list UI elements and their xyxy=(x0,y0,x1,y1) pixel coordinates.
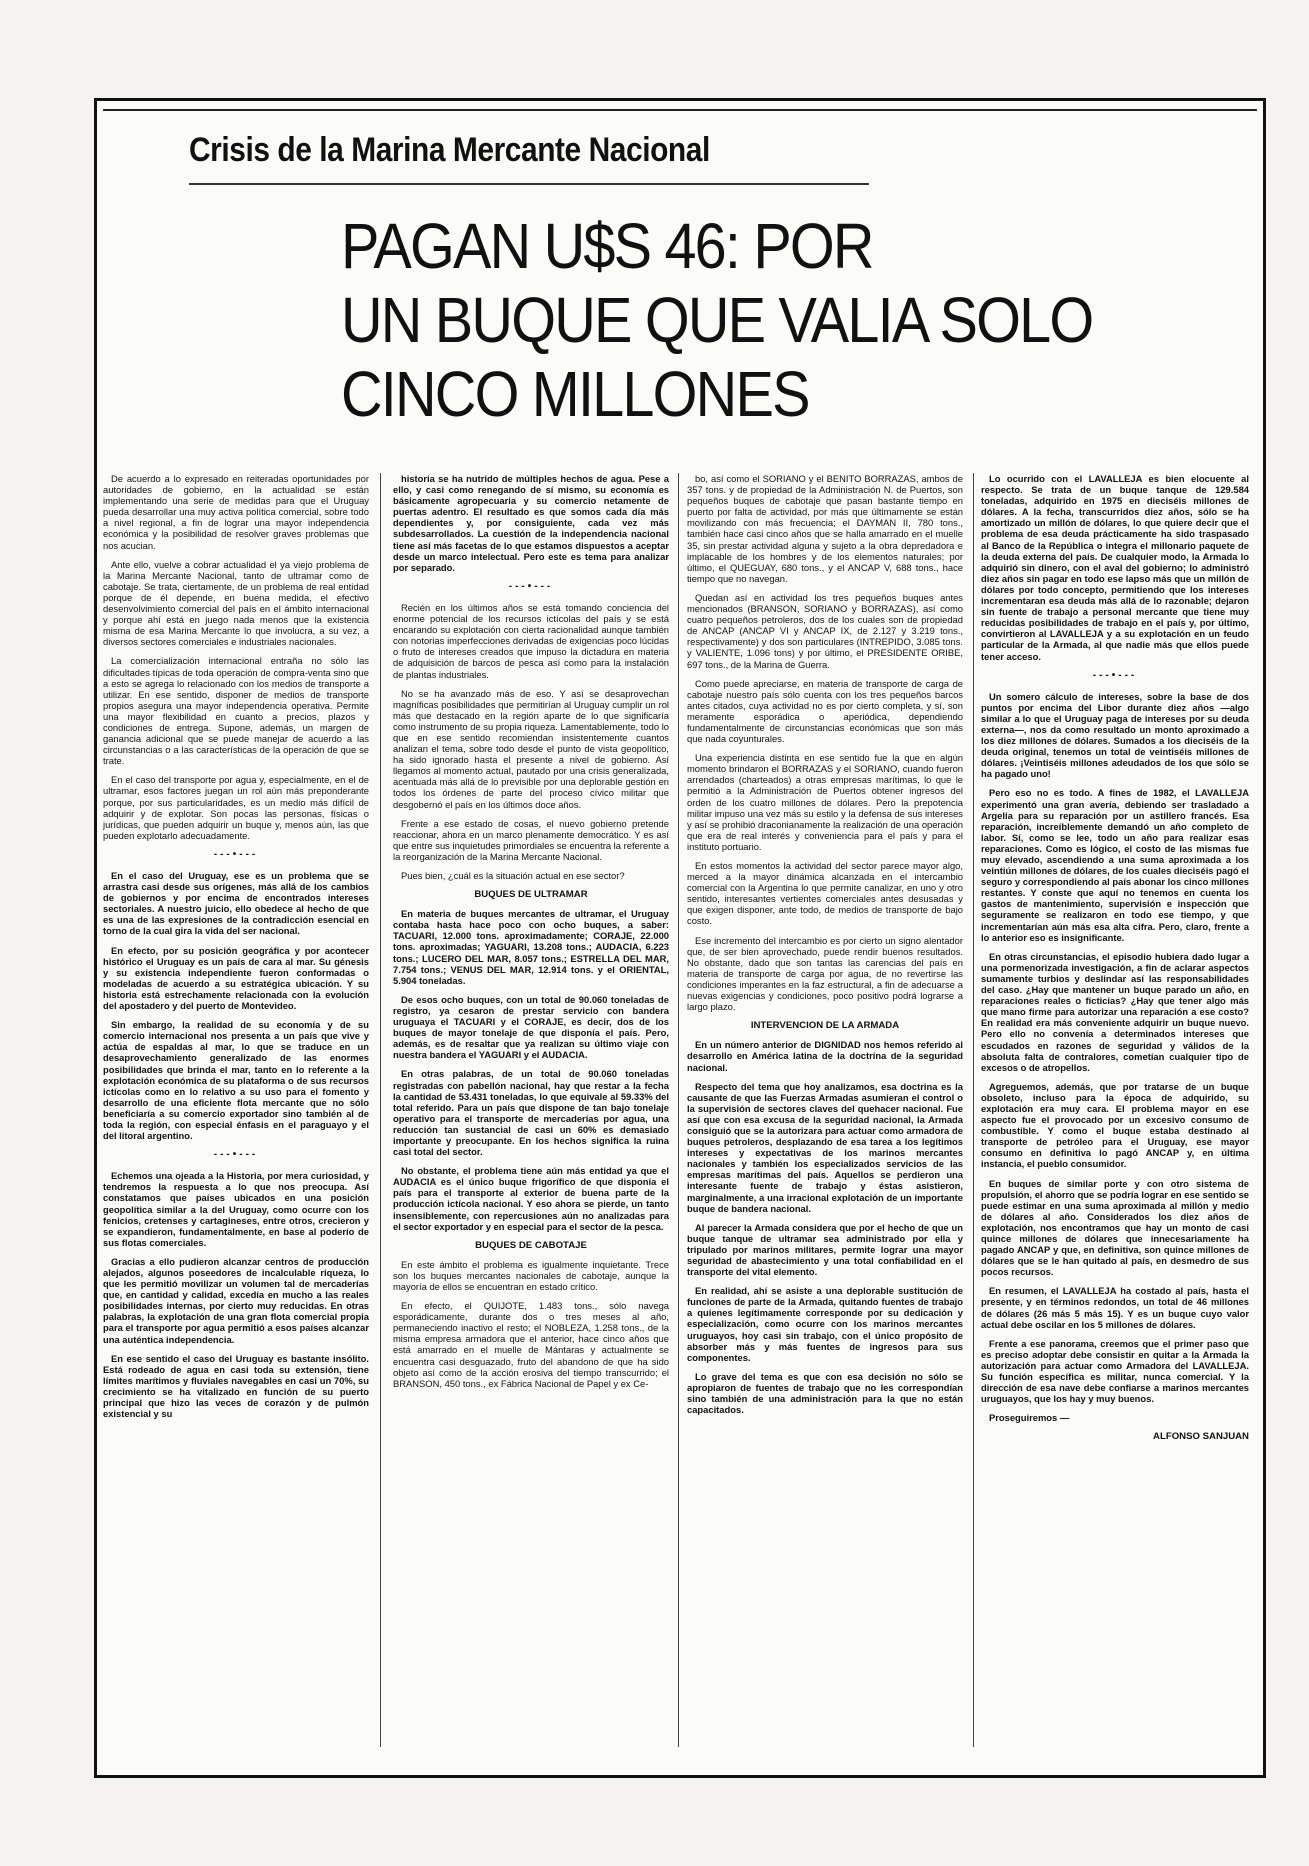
paragraph: Agreguemos, además, que por tratarse de un buque obsoleto, incluso para la época de adquirido, su explotación era muy cara. El problema mayor en ese aspecto fue el provocado por un excesivo consumo de combustible. Y como el buque estaba destinado al transporte de petróleo para el Uruguay, ese mayor consumo en definitiva lo pagó ANCAP y, en última instancia, el pueblo consumidor. xyxy=(981,1080,1249,1170)
paragraph: Ante ello, vuelve a cobrar actualidad el ya viejo problema de la Marina Mercante Nacional, tanto de ultramar como de cabotaje. Se trata, ciertamente, de un problema de real entidad porque de él depende, en buena medida, el efectivo desenvolvimiento comercial del país en el ámbito internacional y porque ahí está en juego nada menos que la existencia misma de esa Marina Mercante lo que involucra, a su vez, a diversos sectores comerciales e industriales nacionales. xyxy=(103,558,369,648)
separator: ---•--- xyxy=(213,1149,259,1161)
paragraph: En el caso del transporte por agua y, especialmente, en el de ultramar, esos factores juegan un rol aún más preponderante porque, por sus particularidades, es un medio más difícil de adquirir y de explotar. Son pocas las personas, físicas o jurídicas, que pueden adquirir un buque y, menos aún, las que pueden explotarlo adecuadamente. xyxy=(103,774,369,841)
paragraph: Sin embargo, la realidad de su economía y de su comercio internacional nos presenta a un país que vive y actúa de espaldas al mar, lo que se traduce en un desaprovechamiento generalizado de las enormes posibilidades que brinda el mar, tanto en lo referente a la explotación económica de su plataforma o de sus recursos ictícolas como en lo relativo a su uso para el fomento y desarrollo de una eficiente flota mercante que no sólo beneficiaría a su comercio exportador sino también al de toda la región, con especial énfasis en el paraguayo y el del litoral argentino. xyxy=(103,1019,369,1142)
kicker-underline xyxy=(189,183,869,185)
column-divider xyxy=(973,473,974,1747)
column-divider xyxy=(380,473,381,1747)
paragraph: En realidad, ahí se asiste a una deplorable sustitución de funciones de parte de la Armada, quitando fuentes de trabajo a quienes legítimamente corresponde por su dedicación y especialización, como ocurre con los marinos mercantes uruguayos, hoy casi sin trabajo, con el único propósito de absorber más y más fuentes de ingresos para sus componentes. xyxy=(687,1285,963,1363)
paragraph: La comercialización internacional entraña no sólo las dificultades típicas de toda operación de compra-venta sino que a esto se agrega lo relacionado con los medios de transporte a utilizar. En ese sentido, disponer de medios de transporte propios asegura una mayor independencia operativa. Permite una mayor flexibilidad en cuanto a precios, plazos y condiciones de entrega. Supone, además, un margen de ganancia adicional que se puede manejar de acuerdo a las circunstancias o a las características de la operación de que se trate. xyxy=(103,655,369,767)
paragraph: Echemos una ojeada a la Historia, por mera curiosidad, y tendremos la respuesta a lo que nos preocupa. Así constatamos que países ubicados en una posición geopolítica similar a la del Uruguay, como ocurre con los fenicios, cretenses y cartagineses, entre otros, crecieron y se expandieron, fundamentalmente, en base al poderío de sus flotas comerciales. xyxy=(103,1170,369,1248)
headline-line: CINCO MILLONES xyxy=(341,358,809,430)
paragraph: Gracias a ello pudieron alcanzar centros de producción alejados, algunos poseedores de incalculable riqueza, lo que les permitió movilizar un volumen tal de mercaderías que, en cantidad y calidad, excedía en mucho a las reales posibilidades internas, por cierto muy reducidas. En otras palabras, la explotación de una gran flota comercial propia para el transporte por agua permitió a esos países alcanzar una auténtica independencia. xyxy=(103,1255,369,1345)
paragraph: Pues bien, ¿cuál es la situación actual en ese sector? xyxy=(401,870,625,881)
headline-line: PAGAN U$S 46: POR xyxy=(341,210,873,282)
paragraph: Al parecer la Armada considera que por el hecho de que un buque tanque de ultramar sea administrado por ella y tripulado por marinos militares, permite lograr una mayor seguridad de abastecimiento y una total confiabilidad en el transporte del vital elemento. xyxy=(687,1221,963,1278)
paragraph: Respecto del tema que hoy analizamos, esa doctrina es la causante de que las Fuerzas Armadas asumieran el control o la supervisión de sectores claves del quehacer nacional. Fue así que con esa excusa de la seguridad nacional, la Armada consiguió que se la autorizara para actuar como armadora de buques petroleros, desplazando de esa tarea a los legítimos intereses y expectativas de los marinos mercantes nacionales y también los especializados servicios de las empresas marítimas del país. Aquellos se perdieron una interesante fuente de trabajo y éstas asistieron, marginalmente, a una irracional explotación de un importante buque de bandera nacional. xyxy=(687,1080,963,1214)
separator: ---•--- xyxy=(508,580,554,592)
paragraph: Frente a ese estado de cosas, el nuevo gobierno pretende reaccionar, ahora en un marco plenamente democrático. Y es así que entre sus inquietudes primordiales se encuentra la referente a la reorganización de la Marina Mercante Nacional. xyxy=(393,817,669,862)
author-signature: ALFONSO SANJUAN xyxy=(1153,1431,1249,1443)
paragraph: En efecto, por su posición geográfica y por acontecer histórico el Uruguay es un país de cara al mar. Su génesis y su existencia independiente fueron conformadas o modeladas de acuerdo a su estratégica ubicación. Y su historia está estrechamente relacionada con la evolución del apostadero y del puerto de Montevideo. xyxy=(103,944,369,1012)
paragraph: En otras circunstancias, el episodio hubiera dado lugar a una pormenorizada investigación, a fin de aclarar aspectos sumamente turbios y deslindar así las responsabilidades del caso. ¿Hay que mantener un buque parado un año, en reparaciones reales o ficticias? ¿Hay que tener algo más que mano firme para autorizar una reparación a ese costo? En realidad era más conveniente adquirir un buque nuevo. Pero ello no convenía a determinados intereses que escudados en razones de seguridad y válidos de la absoluta falta de contralores, cometían cualquier tipo de excesos o de atropellos. xyxy=(981,950,1249,1073)
column-3 xyxy=(687,473,963,1747)
paragraph: No obstante, el problema tiene aún más entidad ya que el AUDACIA es el único buque frigorífico de que disponía el país para el transporte al exterior de buena parte de la producción ictícola nacional. Y eso ahora se pierde, un tanto insensiblemente, con repercusiones aún no analizadas para el sector exportador y en especial para el sector de la pesca. xyxy=(393,1165,669,1232)
subheading-ultramar: BUQUES DE ULTRAMAR xyxy=(474,889,588,901)
paragraph: Frente a ese panorama, creemos que el primer paso que es preciso adoptar debe consistir en quitar a la Armada la autorización para actuar como Armadora del LAVALLEJA. Su función específica es militar, nunca comercial. Y la dirección de esa nave debe confiarse a marinos mercantes uruguayos, que los hay y muy buenos. xyxy=(981,1337,1249,1405)
paragraph: En estos momentos la actividad del sector parece mayor algo, merced a la mayor dinámica alcanzada en el intercambio comercial con la Argentina lo que permite canalizar, en uno y otro sentido, interesantes vertientes comerciales antes desusadas y que exigen disponer, ante todo, de medios de transporte de bajo costo. xyxy=(687,860,963,927)
paragraph: Un somero cálculo de intereses, sobre la base de dos puntos por encima del Libor durante diez años —algo similar a lo que el Uruguay paga de intereses por su deuda externa—, nos da como resultado un monto aproximado a los diez millones de dólares. Sumados a los dieciséis de la deuda original, tenemos un total de veintiséis millones de dólares. ¡Veintiséis millones adeudados de los que sólo se ha pagado uno! xyxy=(981,690,1249,780)
column-2 xyxy=(393,473,669,1747)
paragraph: En otras palabras, de un total de 90.060 toneladas registradas con pabellón nacional, hay que restar a la fecha la cantidad de 53.431 toneladas, lo que equivale al 59.33% del total referido. Para un país que dispone de tan bajo tonelaje operativo para el transporte de mercaderías por agua, una reducción tan sustancial de casi un 60% es demasiado importante y preocupante. En los hechos significa la ruina casi total del sector. xyxy=(393,1068,669,1158)
paragraph: Proseguiremos — xyxy=(989,1412,1070,1424)
headline-line: UN BUQUE QUE VALIA SOLO xyxy=(341,284,1093,356)
column-divider xyxy=(678,473,679,1747)
paragraph: Una experiencia distinta en ese sentido fue la que en algún momento brindaron el BORRAZAS y el SORIANO, cuando fueron arrendados (charteados) a otras empresas marítimas, lo que le permitió a la Administración de Puertos obtener ingresos del orden de los cuatro millones de dólares. Pero la prepotencia militar impuso una vez más su estilo y la defensa de sus intereses y así se prohibió draconianamente la realización de una operación que era de real interés y conveniencia para el país y para el instituto portuario. xyxy=(687,752,963,852)
paragraph: En materia de buques mercantes de ultramar, el Uruguay contaba hasta hace poco con ocho buques, a saber: TACUARI, 12.000 tons. aproximadamente; CORAJE, 22.000 tons. aproximadas; YAGUARI, 13.208 tons.; AUDACIA, 6.223 tons.; LUCERO DEL MAR, 8.057 tons.; ESTRELLA DEL MAR, 7.754 tons.; VENUS DEL MAR, 12.914 tons. y el ORIENTAL, 5.904 toneladas. xyxy=(393,908,669,986)
paragraph: historia se ha nutrido de múltiples hechos de agua. Pese a ello, y casi como renegando de sí mismo, su economía es básicamente agropecuaria y su comercio netamente de puertas adentro. El resultado es que somos cada día más dependientes y, por consiguiente, cada vez más subdesarrollados. La cuestión de la independencia nacional tiene así más facetas de lo que estamos dispuestos a aceptar desde un marco intelectual. Pero este es tema para analizar por separado. xyxy=(393,473,669,573)
paragraph: De esos ocho buques, con un total de 90.060 toneladas de registro, ya cesaron de prestar servicio con bandera uruguaya el TACUARI y el CORAJE, es decir, dos de los buques de mayor tonelaje de que disponía el país. Pero, además, es de resaltar que ya realizan su último viaje con nuestra bandera el YAGUARI y el AUDACIA. xyxy=(393,993,669,1061)
paragraph: En efecto, el QUIJOTE, 1.483 tons., sólo navega esporádicamente, durante dos o tres meses al año, permaneciendo inactivo el resto; el NOBLEZA, 1.258 tons., de la misma empresa armadora que el anterior, hace cinco años que está amarrado en el muelle de Mántaras y actualmente se encuentra casi desguazado, fruto del abandono de que ha sido objeto así como de la acción erosiva del tiempo transcurrido; el BRANSON, 450 tons., ex Fábrica Nacional de Papel y ex Ce- xyxy=(393,1300,669,1389)
paragraph: En resumen, el LAVALLEJA ha costado al país, hasta el presente, y en términos redondos, un total de 46 millones de dólares (26 más 5 más 15). Y es un buque cuyo valor actual debe oscilar en los 5 millones de dólares. xyxy=(981,1285,1249,1330)
newspaper-page xyxy=(94,98,1266,1778)
paragraph: En buques de similar porte y con otro sistema de propulsión, el ahorro que se podría lograr en ese sentido se puede estimar en una suma aproximada al millón y medio de dólares al año. Considerados los diez años de explotación, nos encontramos que hay un monto de casi quince millones de dólares que innecesariamente ha pagado ANCAP y que, en definitiva, son quince millones de dólares que se le han quitado al país, en desmedro de sus pocos recursos. xyxy=(981,1177,1249,1278)
paragraph: En ese sentido el caso del Uruguay es bastante insólito. Está rodeado de agua en casi toda su extensión, tiene límites marítimos y fluviales navegables en casi un 70%, su crecimiento se ha vitalizado en función de su puerto principal que hizo las veces de corazón y de pulmón existencial y su xyxy=(103,1352,369,1420)
separator: ---•--- xyxy=(213,848,259,860)
paragraph: Como puede apreciarse, en materia de transporte de carga de cabotaje nuestro país sólo cuenta con los tres pequeños barcos antes citados, cuya actividad no es por cierto completa, y sí, son meramente esporádica o aperiódica, dependiendo fundamentalmente de circunstancias económicas que son más que nada coyunturales. xyxy=(687,677,963,745)
paragraph: Lo ocurrido con el LAVALLEJA es bien elocuente al respecto. Se trata de un buque tanque de 129.584 toneladas, adquirido en 1975 en dieciséis millones de dólares. A la fecha, transcurridos diez años, sólo se ha amortizado un millón de dólares, lo que quiere decir que el problema de esa deuda prácticamente ha sido traspasado al Banco de la República o integra el millonario paquete de la deuda externa del país. De cualquier modo, la Armada lo adquirió sin dinero, con el aval del gobierno; lo administró diez años sin pagar en todo ese lapso más que un millón de dólares por todo concepto, permitiendo que los intereses incrementaran esa deuda más allá de lo razonable; dejaron sin fuente de trabajo a personal mercante que tiene muy reducidas posibilidades de trabajo en el país y, por último, convirtieron al LAVALLEJA y a su explotación en un feudo particular de la Armada, al que nadie más que ellos puede tener acceso. xyxy=(981,473,1249,662)
paragraph: En este ámbito el problema es igualmente inquietante. Trece son los buques mercantes nacionales de cabotaje, aunque la mayoría de ellos se encuentran en estado crítico. xyxy=(393,1258,669,1292)
paragraph: Pero eso no es todo. A fines de 1982, el LAVALLEJA experimentó una gran avería, debiendo ser trasladado a Argelia para su reparación por un astillero francés. Esa reparación, increíblemente demandó un año completo de labor. Sí, como se lee, todo un año para realizar esas reparaciones. Como es lógico, el costo de las mismas fue muy elevado, ascendiendo a una suma aproximada a los veintiún millones de dólares, de los cuales dieciséis pagó el seguro y correspondiendo al país abonar los cinco millones restantes. Y conste que aquí no tenemos en cuenta los gastos de mantenimiento, supervisión e inspección que seguramente se realizaron en todo ese tiempo, y que incrementarían aún más esa alta cifra. Pero, claro, frente a lo anterior eso es insignificante. xyxy=(981,787,1249,943)
subheading-armada: INTERVENCION DE LA ARMADA xyxy=(750,1020,900,1032)
column-1 xyxy=(103,473,369,1747)
paragraph: No se ha avanzado más de eso. Y así se desaprovechan magníficas posibilidades que permitirían al Uruguay cumplir un rol más que destacado en la región aparte de lo que significaría como instrumento de su propia riqueza. Lamentablemente, todo lo que en ese sentido recomiendan insistentemente cuantos analizan el tema, sobre todo desde el punto de vista geopolítico, ha sido ignorado hasta el presente a nivel de gobierno. Así llegamos al momento actual, pautado por una crisis generalizada, acentuada más allá de lo previsible por una deplorable gestión en todos los órdenes de parte del proceso cívico militar que desgobernó el país en los últimos doce años. xyxy=(393,687,669,810)
paragraph: Recién en los últimos años se está tomando conciencia del enorme potencial de los recursos ictícolas del país y se está encarando su explotación con cierta racionalidad aunque también con notorias imperfecciones derivadas de exigencias poco lúcidas o fruto de intereses creados que impuso la dictadura en materia de adquisición de barcos de pesca así como para la instalación de plantas industriales. xyxy=(393,601,669,680)
headline xyxy=(341,209,1115,431)
subheading-cabotaje: BUQUES DE CABOTAJE xyxy=(475,1239,587,1251)
paragraph: bo, así como el SORIANO y el BENITO BORRAZAS, ambos de 357 tons. y de propiedad de la Administración N. de Puertos, son pequeños buques de cabotaje que pasan bastante tiempo en puerto por falta de actividad, por más que últimamente se están movilizando con más frecuencia; el DAYMAN II, 780 tons., también hace casi cinco años que se halla amarrado en el muelle 35, sin prestar actividad alguna y sujeto a la obra depredadora e implacable de los hombres y de los elementos naturales; por último, el QUEGUAY, 680 tons., y el ANCAP V, 688 tons., hace tiempo que no navegan. xyxy=(687,473,963,584)
column-4 xyxy=(981,473,1249,1747)
paragraph: Ese incremento del intercambio es por cierto un signo alentador que, de ser bien aprovechado, puede rendir buenos resultados. No obstante, dado que son tantas las carencias del país en materia de transporte de carga por agua, de no revertirse las condiciones imperantes en la faz estructural, a fin de adecuarse a nuevas exigencias y condiciones, poco positivo podrá lograrse a largo plazo. xyxy=(687,934,963,1013)
paragraph: Lo grave del tema es que con esa decisión no sólo se apropiaron de fuentes de trabajo que no les correspondían sino también de una administración para la que no están capacitados. xyxy=(687,1370,963,1416)
paragraph: En un número anterior de DIGNIDAD nos hemos referido al desarrollo en América latina de la doctrina de la seguridad nacional. xyxy=(687,1039,963,1073)
section-kicker: Crisis de la Marina Mercante Nacional xyxy=(189,131,710,169)
paragraph: Quedan así en actividad los tres pequeños buques antes mencionados (BRANSON, SORIANO y BORRAZAS), así como cuatro pequeños petroleros, dos de los cuales son de propiedad de ANCAP (ANCAP VI y ANCAP IX, de 2.127 y 3.219 tons., respectivamente) y dos son particulares (INTREPIDO, 3.085 tons. y VALIENTE, 1.096 tons) y por último, el PRESIDENTE ORIBE, 697 tons., de la Marina de Guerra. xyxy=(687,591,963,670)
paragraph: De acuerdo a lo expresado en reiteradas oportunidades por autoridades de gobierno, en la actualidad se están implementando una serie de medidas para que el Uruguay pueda desarrollar una muy activa política comercial, sobre todo a nivel regional, a fin de lograr una mayor independencia económica y la posibilidad de resolver graves problemas que nos acucian. xyxy=(103,473,369,551)
separator: ---•--- xyxy=(1092,669,1138,681)
top-rule xyxy=(103,109,1257,111)
paragraph: En el caso del Uruguay, ese es un problema que se arrastra casi desde sus orígenes, más allá de los cambios de gobiernos y por encima de encontrados intereses sectoriales. A nuestro juicio, ello obedece al hecho de que es una de las expresiones de la contradicción esencial en torno de la cual gira la vida del ser nacional. xyxy=(103,870,369,937)
